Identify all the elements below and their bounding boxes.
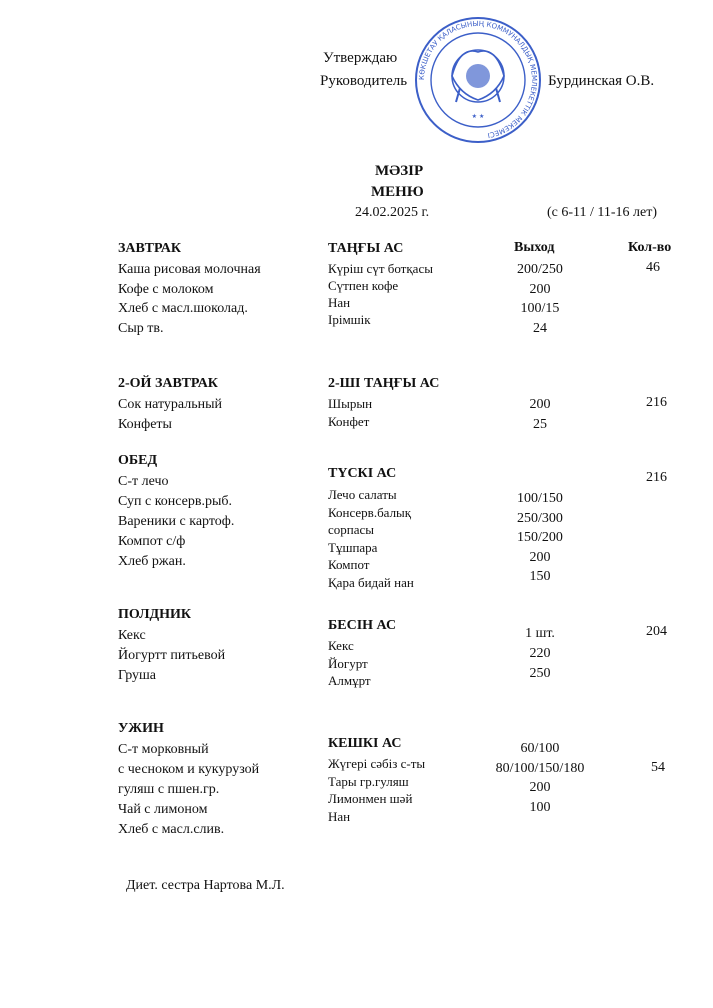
output-value: 220 xyxy=(529,646,551,661)
list-item: Хлеб с масл.слив. xyxy=(118,822,225,837)
dietitian-signature-line: Диет. сестра Нартова М.Л. xyxy=(126,878,285,893)
breakfast-ru-title: ЗАВТРАК xyxy=(118,241,182,256)
list-item: Каша рисовая молочная xyxy=(118,262,261,277)
snack-ru-list xyxy=(118,626,225,686)
list-item: С-т морковный xyxy=(118,742,209,757)
list-item: Күріш сүт ботқасы xyxy=(328,261,433,276)
second-breakfast-outputs xyxy=(480,395,600,435)
breakfast-ru-list xyxy=(118,260,261,338)
second-breakfast-qty: 216 xyxy=(646,395,667,410)
list-item: Кофе с молоком xyxy=(118,281,214,297)
output-value: 200 xyxy=(529,397,551,412)
dinner-kz-title: КЕШКІ АС xyxy=(328,736,402,751)
list-item: Хлеб ржан. xyxy=(118,554,186,569)
list-item: Суп с консерв.рыб. xyxy=(118,494,233,509)
lunch-kz-list xyxy=(328,486,414,591)
column-output-header: Выход xyxy=(514,240,555,255)
list-item: Сүтпен кофе xyxy=(328,278,399,293)
lunch-qty: 216 xyxy=(646,470,667,485)
output-value: 1 шт. xyxy=(525,626,555,641)
breakfast-outputs xyxy=(480,260,600,338)
output-value: 250 xyxy=(529,666,551,681)
director-name: Бурдинская О.В. xyxy=(548,73,655,89)
snack-kz-list xyxy=(328,637,371,690)
list-item: Нан xyxy=(328,295,351,310)
breakfast-kz-title: ТАҢҒЫ АС xyxy=(328,241,404,256)
list-item: Шырын xyxy=(328,396,373,411)
svg-text:КӨКШЕТАУ ҚАЛАСЫНЫҢ КОММУНАЛДЫҚ: КӨКШЕТАУ ҚАЛАСЫНЫҢ КОММУНАЛДЫҚ МЕМЛЕКЕТТІК МЕКЕМЕСІ xyxy=(417,19,539,140)
output-value: 200 xyxy=(529,549,551,565)
list-item: Тұшпара xyxy=(328,539,378,555)
list-item: Жүгері сәбіз с-ты xyxy=(328,756,426,771)
list-item: Хлеб с масл.шоколад. xyxy=(118,301,248,316)
list-item: Ірімшік xyxy=(328,312,371,327)
lunch-ru-list xyxy=(118,472,234,572)
snack-qty: 204 xyxy=(646,624,667,639)
menu-date: 24.02.2025 г. xyxy=(355,205,430,220)
list-item: гуляш с пшен.гр. xyxy=(118,782,220,797)
output-value: 200/250 xyxy=(517,262,563,277)
dinner-ru-list xyxy=(118,740,259,840)
list-item: Конфеты xyxy=(118,417,172,432)
age-group: (с 6-11 / 11-16 лет) xyxy=(547,205,658,220)
list-item: Алмұрт xyxy=(328,673,371,688)
output-value: 250/300 xyxy=(517,510,563,526)
list-item: Нан xyxy=(328,808,351,824)
second-breakfast-ru-list xyxy=(118,395,222,435)
output-value: 200 xyxy=(529,281,551,297)
lunch-ru-title: ОБЕД xyxy=(118,453,158,468)
title-kz: МӘЗІР xyxy=(375,163,424,179)
column-qty-header: Кол-во xyxy=(628,240,672,255)
output-value: 25 xyxy=(533,417,547,432)
list-item: Сок натуральный xyxy=(118,397,223,412)
official-stamp-seal xyxy=(412,16,544,144)
snack-outputs xyxy=(480,624,600,684)
lunch-outputs xyxy=(480,489,600,587)
dinner-kz-list xyxy=(328,755,425,825)
position-label: Руководитель xyxy=(320,73,408,89)
list-item: сорпасы xyxy=(328,522,375,537)
second-breakfast-ru-title: 2-ОЙ ЗАВТРАК xyxy=(118,376,218,391)
list-item: Груша xyxy=(118,668,157,683)
list-item: Компот с/ф xyxy=(118,534,186,549)
output-value: 100/150 xyxy=(517,491,563,506)
list-item: Йогуртт питьевой xyxy=(118,648,226,663)
list-item: Лимонмен шәй xyxy=(328,791,413,806)
list-item: С-т лечо xyxy=(118,474,169,489)
second-breakfast-kz-title: 2-ШІ ТАҢҒЫ АС xyxy=(328,376,440,391)
list-item: Чай с лимоном xyxy=(118,802,208,817)
list-item: с чесноком и кукурузой xyxy=(118,762,260,777)
list-item: Йогурт xyxy=(328,655,368,671)
list-item: Конфет xyxy=(328,414,370,429)
list-item: Тары гр.гуляш xyxy=(328,773,409,789)
list-item: Қара бидай нан xyxy=(328,574,414,590)
breakfast-qty: 46 xyxy=(646,260,660,275)
dinner-outputs xyxy=(480,739,600,817)
output-value: 100/15 xyxy=(520,301,560,316)
approve-label: Утверждаю xyxy=(323,50,398,66)
list-item: Компот xyxy=(328,557,370,572)
breakfast-kz-list xyxy=(328,260,433,328)
output-value: 60/100 xyxy=(520,741,560,756)
dinner-qty: 54 xyxy=(651,760,665,775)
list-item: Сыр тв. xyxy=(118,320,164,336)
output-value: 200 xyxy=(529,780,551,795)
dinner-ru-title: УЖИН xyxy=(118,721,164,736)
second-breakfast-kz-list xyxy=(328,395,372,431)
list-item: Консерв.балық xyxy=(328,504,412,520)
output-value: 150/200 xyxy=(517,530,563,545)
snack-kz-title: БЕСІН АС xyxy=(328,618,397,633)
title-ru: МЕНЮ xyxy=(371,184,424,200)
svg-text:★ ★: ★ ★ xyxy=(471,113,485,120)
list-item: Лечо салаты xyxy=(328,487,397,502)
output-value: 24 xyxy=(533,320,547,336)
list-item: Кекс xyxy=(328,638,354,653)
snack-ru-title: ПОЛДНИК xyxy=(118,607,192,622)
lunch-kz-title: ТҮСКІ АС xyxy=(328,466,397,481)
list-item: Кекс xyxy=(118,628,146,643)
output-value: 150 xyxy=(529,569,551,584)
output-value: 100 xyxy=(529,799,551,815)
list-item: Вареники с картоф. xyxy=(118,514,235,529)
output-value: 80/100/150/180 xyxy=(495,760,585,776)
